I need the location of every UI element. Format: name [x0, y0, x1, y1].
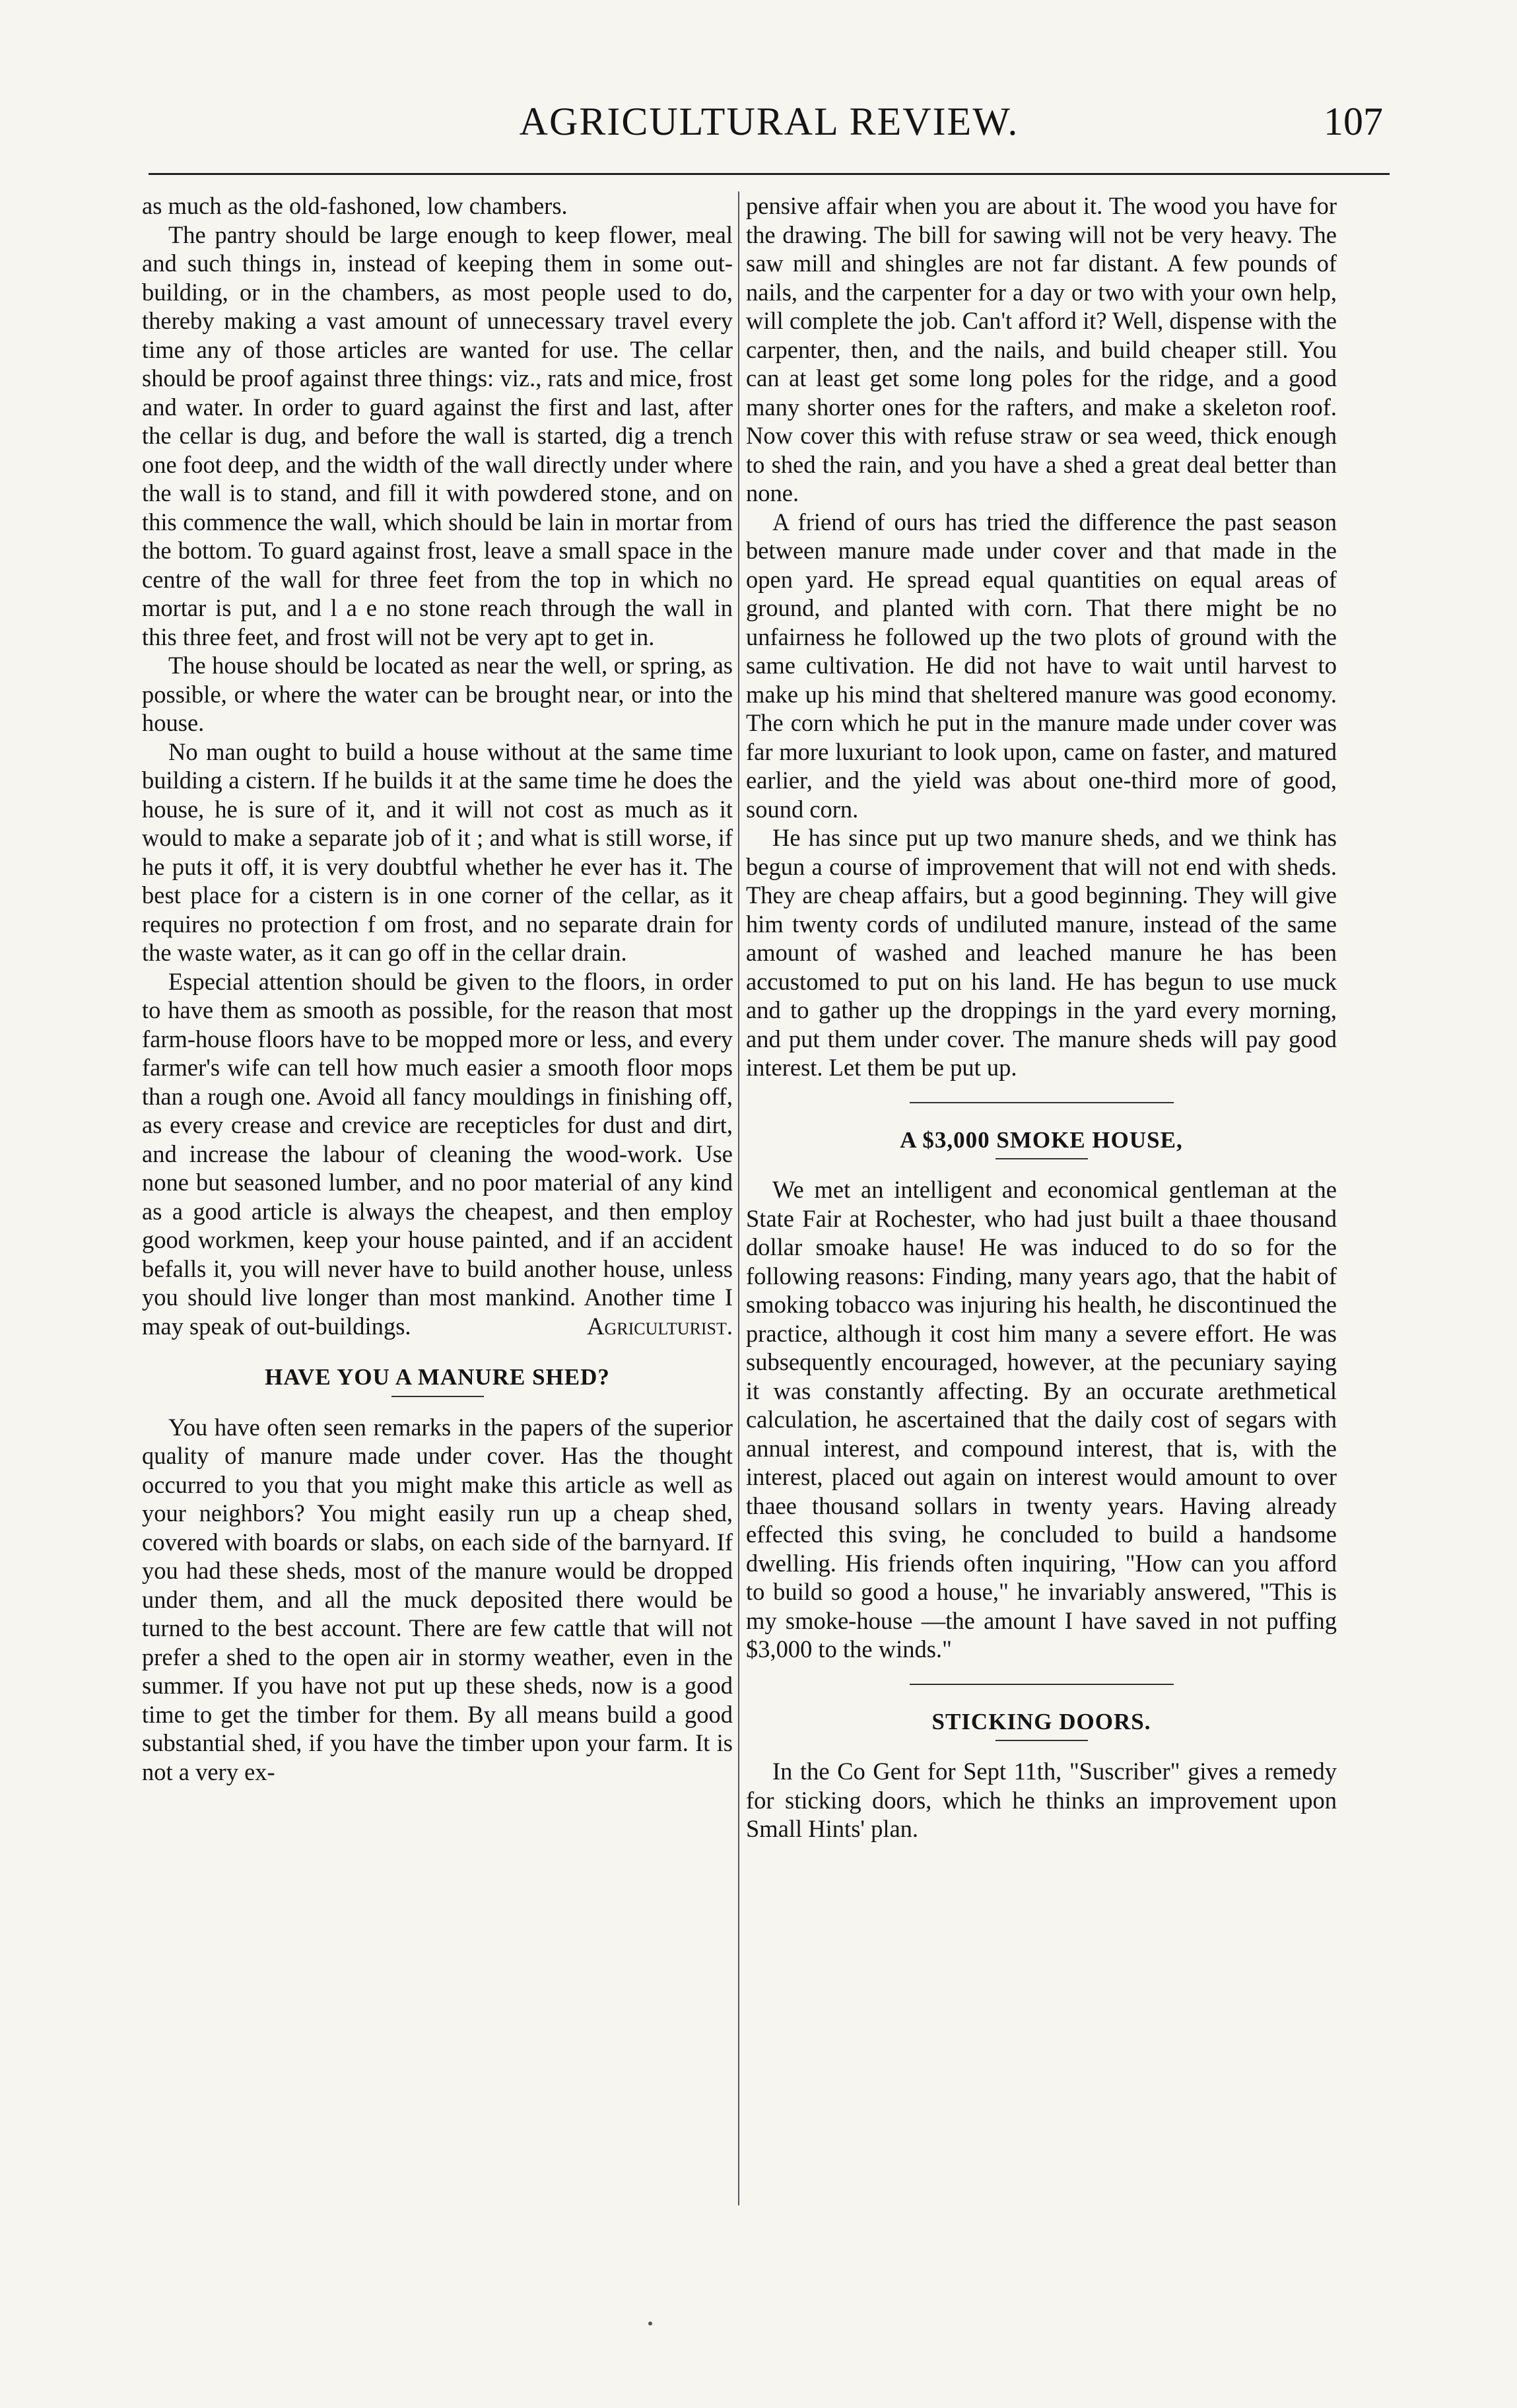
paragraph: The pantry should be large enough to keep flower, meal and such things in, instead of keeping them in some out-building, or in the chambers, as most people used to do, thereby making a vast amount of unnecessary travel every time any of those articles are wanted for use. The cellar should be proof against three things: viz., rats and mice, frost and water. In order to guard against the first and last, after the cellar is dug, and before the wall is started, dig a trench one foot deep, and the width of the wall directly under where the wall is to stand, and fill it with powdered stone, and on this commence the wall, which should be lain in mortar from the bottom. To guard against frost, leave a small space in the centre of the wall for three feet from the top in which no mortar is put, and l a e no stone reach through the wall in this three feet, and frost will not be very apt to get in. [142, 221, 733, 650]
section-title: HAVE YOU A MANURE SHED? [265, 1364, 610, 1390]
paragraph: You have often seen remarks in the papers of the superior quality of manure made under cover. Has the thought occurred to you that you might make this article as well as your neighbors? You might easily run up a cheap shed, covered with boards or slabs, on each side of the barnyard. If you had these sheds, most of the manure would be dropped under them, and all the muck deposited there would be turned to the best account. There are few cattle that will not prefer a shed to the open air in stormy weather, even in the summer. If you have not put up these sheds, now is a good time to get the timber for them. By all means build a good substantial shed, if you have the timber upon your farm. It is not a very ex- [142, 1413, 733, 1785]
paragraph: The house should be located as near the well, or spring, as possible, or where the water can be brought near, or into the house. [142, 652, 733, 736]
paragraph: No man ought to build a house without at the same time building a cistern. If he builds it at the same time he does the house, he is sure of it, and it will not cost as much as it would to make a separate job of it ; and what is still worse, if he puts it off, it is very doubtful whether he ever has it. The best place for a cistern is in one corner of the cellar, as it requires no protection f om frost, and no separate drain for the waste water, as it can go off in the cellar drain. [142, 738, 733, 966]
article-separator [910, 1102, 1174, 1103]
section-rule [391, 1396, 484, 1397]
column-divider [738, 191, 739, 2205]
header-rule [149, 173, 1390, 175]
paragraph: We met an intelligent and economical gentleman at the State Fair at Rochester, who had just built a thaee thousand dollar smoake hause! He was induced to do so for the following reasons: Finding, many years ago, that the habit of smoking tobacco was injuring his health, he discontinued the practice, although it cost him many a severe effort. He was subsequently encouraged, however, at the pecuniary saying it was constantly affecting. By an occurate arethmetical calculation, he ascertained that the daily cost of segars with annual interest, and compound interest, that is, with the interest, placed out again on interest would amount to over thaee thousand sollars in twenty years. Having already effected this sving, he concluded to build a handsome dwelling. His friends often inquiring, "How can you afford to build so good a house," he invariably answered, "This is my smoke-house —the amount I have saved in not puffing $3,000 to the winds." [746, 1176, 1337, 1663]
paragraph: as much as the old-fashoned, low chambers. [142, 192, 568, 219]
paragraph: In the Co Gent for Sept 11th, "Suscriber" gives a remedy for sticking doors, which he thinks an improvement upon Small Hints' plan. [746, 1758, 1337, 1842]
paragraph: A friend of ours has tried the difference the past season between manure made under cover and that made in the open yard. He spread equal quantities on equal areas of ground, and planted with corn. That there might be no unfairness he followed up the two plots of ground with the same cultivation. He did not have to wait until harvest to make up his mind that sheltered manure was good economy. The corn which he put in the manure made under cover was far more luxuriant to look upon, came on faster, and matured earlier, and the yield was about one-third more of good, sound corn. [746, 508, 1337, 823]
article-separator [910, 1684, 1174, 1685]
left-column [142, 191, 733, 1786]
right-column [746, 191, 1337, 1843]
printer-mark [648, 2322, 652, 2325]
paragraph: pensive affair when you are about it. The wood you have for the drawing. The bill for sawing will not be very heavy. The saw mill and shingles are not far distant. A few pounds of nails, and the carpenter for a day or two with your own help, will complete the job. Can't afford it? Well, dispense with the carpenter, then, and the nails, and build cheaper still. You can at least get some long poles for the ridge, and a good many shorter ones for the rafters, and make a skeleton roof. Now cover this with refuse straw or sea weed, thick enough to shed the rain, and you have a shed a great deal better than none. [746, 192, 1337, 506]
section-rule [995, 1158, 1088, 1159]
paragraph-text: Especial attention should be given to the floors, in order to have them as smooth as possible, for the reason that most farm-house floors have to be mopped more or less, and every farmer's wife can tell how much easier a smooth floor mops than a rough one. Avoid all fancy mouldings in finishing off, as every crease and crevice are recepticles for dust and dirt, and increase the labour of cleaning the wood-work. Use none but seasoned lumber, and no poor material of any kind as a good article is always the cheapest, and then employ good workmen, keep your house painted, and if an accident befalls it, you will never have to build another house, unless you should live longer than most mankind. Another time I may speak of out-buildings. [142, 967, 733, 1340]
page-header [149, 99, 1390, 165]
signature: Agriculturist. [587, 1312, 733, 1340]
paragraph-with-signature [142, 967, 733, 1341]
section-title: A $3,000 SMOKE HOUSE, [900, 1126, 1183, 1153]
running-title: AGRICULTURAL REVIEW. [519, 100, 1019, 143]
page-number: 107 [1324, 100, 1383, 143]
paragraph: He has since put up two manure sheds, and we think has begun a course of improvement that will not end with sheds. They are cheap affairs, but a good beginning. They will give him twenty cords of undiluted manure, instead of the same amount of washed and leached manure he has been accustomed to put on his land. He has begun to use muck and to gather up the droppings in the yard every morning, and put them under cover. The manure sheds will pay good interest. Let them be put up. [746, 824, 1337, 1081]
section-title: STICKING DOORS. [931, 1708, 1151, 1735]
section-rule [995, 1740, 1088, 1741]
